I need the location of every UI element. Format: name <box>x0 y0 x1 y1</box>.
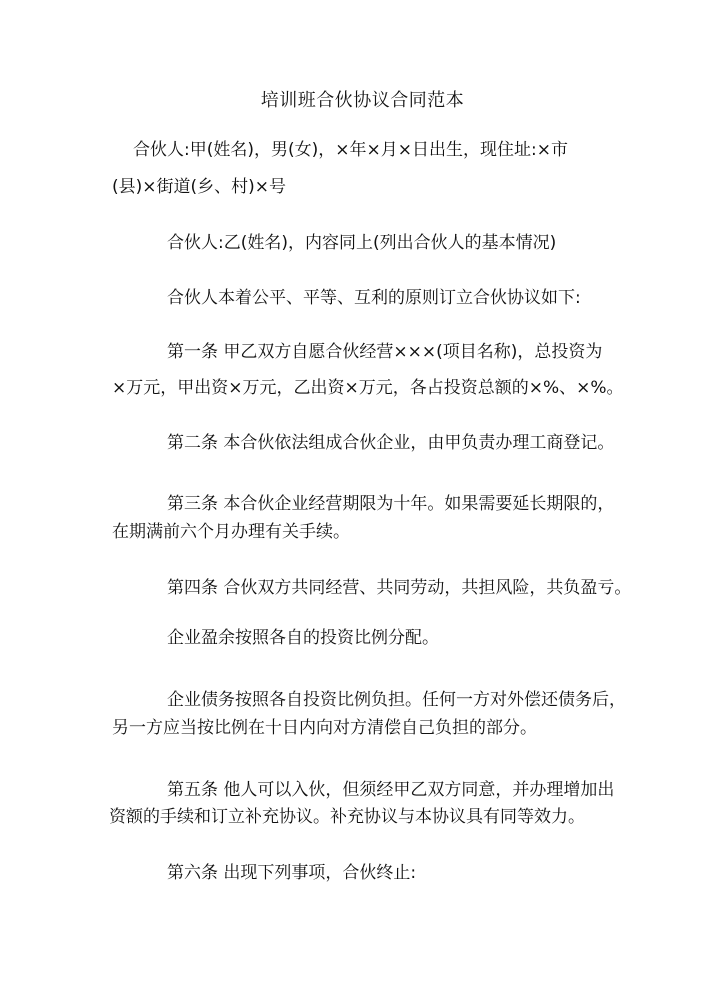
paragraph-line: 合伙人本着公平、平等、互利的原则订立合伙协议如下: <box>167 288 581 308</box>
document-title: 培训班合伙协议合同范本 <box>260 90 465 111</box>
paragraph-line: 资额的手续和订立补充协议。补充协议与本协议具有同等效力。 <box>109 807 585 827</box>
paragraph-line: 第五条 他人可以入伙，但须经甲乙双方同意，并办理增加出 <box>167 780 615 800</box>
paragraph-line: 合伙人:乙(姓名)，内容同上(列出合伙人的基本情况) <box>167 233 557 253</box>
paragraph-line: ×万元，甲出资×万元，乙出资×万元，各占投资总额的×%、×%。 <box>112 378 624 398</box>
paragraph-line: 第四条 合伙双方共同经营、共同劳动，共担风险，共负盈亏。 <box>167 578 632 598</box>
paragraph-line: 第一条 甲乙双方自愿合伙经营×××(项目名称)，总投资为 <box>167 342 603 362</box>
paragraph-line: 第三条 本合伙企业经营期限为十年。如果需要延长期限的， <box>167 494 615 514</box>
paragraph-line: 在期满前六个月办理有关手续。 <box>112 522 350 542</box>
paragraph-line: 第六条 出现下列事项，合伙终止: <box>167 863 417 883</box>
paragraph-line: 企业债务按照各自投资比例负担。任何一方对外偿还债务后， <box>167 690 626 710</box>
paragraph-line: 合伙人:甲(姓名)，男(女)，×年×月×日出生，现住址:×市 <box>133 140 568 160</box>
paragraph-line: (县)×街道(乡、村)×号 <box>112 177 287 197</box>
paragraph-line: 第二条 本合伙依法组成合伙企业，由甲负责办理工商登记。 <box>167 433 615 453</box>
paragraph-line: 企业盈余按照各自的投资比例分配。 <box>167 628 439 648</box>
paragraph-line: 另一方应当按比例在十日内向对方清偿自己负担的部分。 <box>112 718 537 738</box>
